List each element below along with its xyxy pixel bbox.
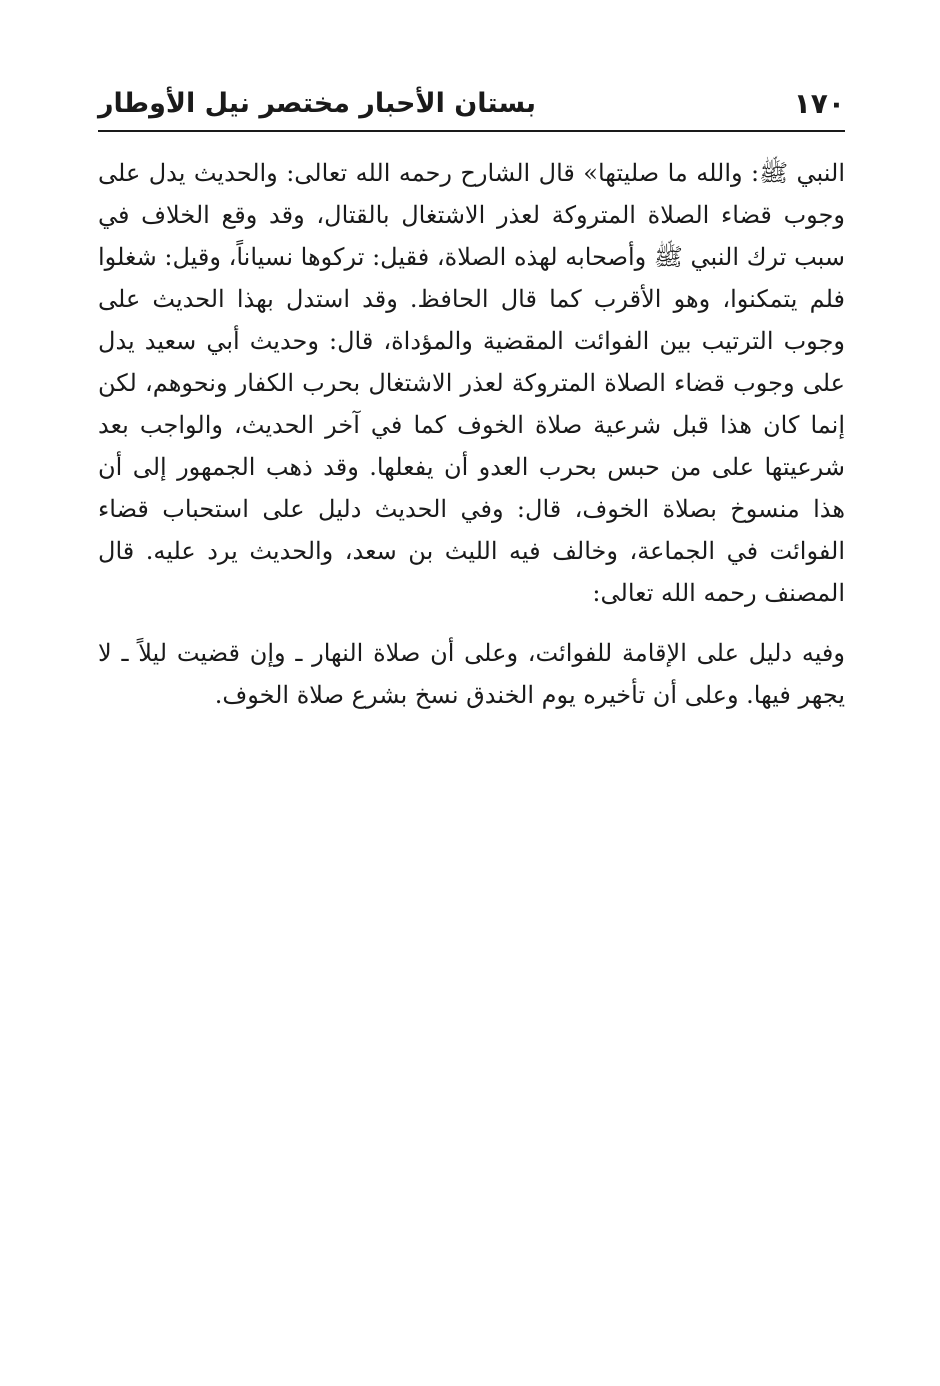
page-body	[98, 152, 845, 716]
page-number: ١٧٠	[793, 87, 845, 120]
running-header	[98, 84, 845, 132]
commentary-paragraph: النبي ﷺ: والله ما صليتها» قال الشارح رحمه الله تعالى: والحديث يدل على وجوب قضاء الصلاة المتروكة لعذر الاشتغال بالقتال، وقد وقع الخلاف في سبب ترك النبي ﷺ وأصحابه لهذه الصلاة، فقيل: تركوها نسياناً، وقيل: شغلوا فلم يتمكنوا، وهو الأقرب كما قال الحافظ. وقد استدل بهذا الحديث على وجوب الترتيب بين الفوائت المقضية والمؤداة، قال: وحديث أبي سعيد يدل على وجوب قضاء الصلاة المتروكة لعذر الاشتغال بحرب الكفار ونحوهم، لكن إنما كان هذا قبل شرعية صلاة الخوف كما في آخر الحديث، والواجب بعد شرعيتها على من حبس بحرب العدو أن يفعلها. وقد ذهب الجمهور إلى أن هذا منسوخ بصلاة الخوف، قال: وفي الحديث دليل على استحباب قضاء الفوائت في الجماعة، وخالف فيه الليث بن سعد، والحديث يرد عليه. قال المصنف رحمه الله تعالى:	[98, 159, 845, 607]
author-paragraph: وفيه دليل على الإقامة للفوائت، وعلى أن صلاة النهار ـ وإن قضيت ليلاً ـ لا يجهر فيها. وعلى أن تأخيره يوم الخندق نسخ بشرع صلاة الخوف.	[98, 639, 845, 709]
book-title: بستان الأحبار مختصر نيل الأوطار	[98, 88, 537, 119]
